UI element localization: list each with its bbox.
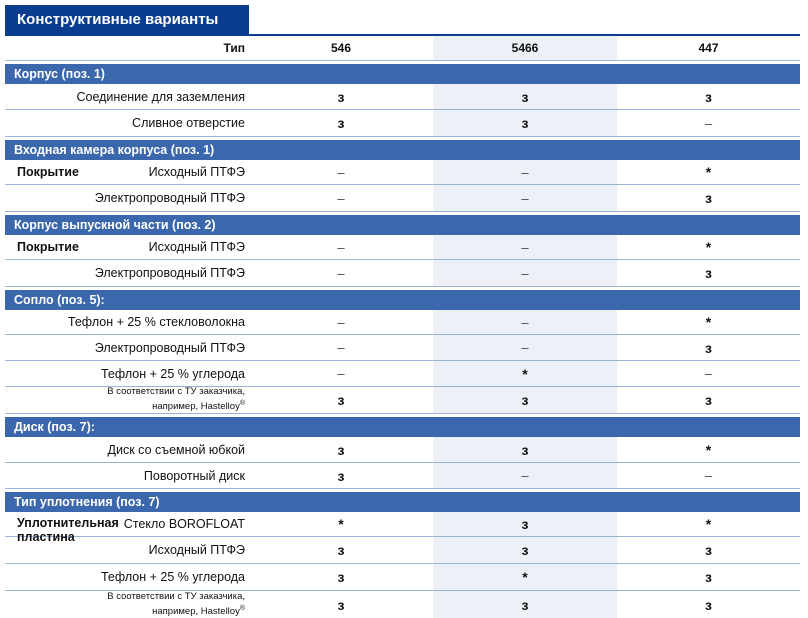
- section-header: Корпус (поз. 1): [5, 64, 800, 84]
- value-cell: –: [433, 335, 617, 360]
- group-label: Покрытие: [17, 165, 79, 179]
- table-row: [5, 235, 800, 260]
- table-row: [5, 260, 800, 287]
- note-line-2: например, Hastelloy: [152, 401, 240, 413]
- value-cell: –: [249, 235, 433, 259]
- row-label: Электропроводный ПТФЭ: [94, 340, 245, 355]
- value-cell: –: [433, 235, 617, 259]
- group-label: Покрытие: [17, 240, 79, 254]
- value-cell: *: [617, 437, 800, 462]
- header-col-5466: 5466: [433, 36, 617, 60]
- table-row: [5, 512, 800, 544]
- value-cell: з: [249, 564, 433, 590]
- value-cell: –: [433, 260, 617, 286]
- table-row: [5, 437, 800, 463]
- variants-table: [5, 36, 800, 618]
- row-label: Поворотный диск: [143, 468, 245, 483]
- value-cell: з: [433, 591, 617, 618]
- section-header: Диск (поз. 7):: [5, 417, 800, 437]
- table-row: [5, 110, 800, 137]
- value-cell: –: [433, 160, 617, 184]
- value-cell: з: [433, 512, 617, 536]
- note-line-1: В соответствии с ТУ заказчика,: [107, 386, 245, 398]
- note-line-2: например, Hastelloy: [152, 606, 240, 618]
- value-cell: *: [617, 310, 800, 334]
- value-cell: –: [249, 160, 433, 184]
- row-label: Исходный ПТФЭ: [148, 240, 245, 254]
- header-col-447: 447: [617, 36, 800, 60]
- table-row: [5, 84, 800, 110]
- row-label: Тефлон + 25 % углерода: [100, 366, 245, 381]
- table-row: [5, 591, 800, 618]
- value-cell: –: [433, 463, 617, 488]
- value-cell: *: [433, 564, 617, 590]
- row-label: Исходный ПТФЭ: [148, 165, 245, 179]
- row-label: Соединение для заземления: [76, 89, 245, 104]
- value-cell: з: [617, 84, 800, 109]
- value-cell: з: [433, 110, 617, 136]
- value-cell: з: [617, 185, 800, 211]
- value-cell: з: [249, 591, 433, 618]
- value-cell: –: [249, 335, 433, 360]
- value-cell: з: [249, 110, 433, 136]
- group-label-line-2: пластина: [17, 530, 75, 544]
- value-cell: –: [617, 110, 800, 136]
- value-cell: *: [249, 512, 433, 536]
- table-row: [5, 361, 800, 387]
- row-label: Стекло BOROFLOAT: [123, 517, 245, 531]
- table-row: [5, 387, 800, 414]
- header-type-label: Тип: [223, 41, 245, 55]
- table-row: [5, 537, 800, 564]
- group-label-line-1: Уплотнительная: [17, 516, 119, 530]
- value-cell: з: [249, 537, 433, 563]
- section-header: Входная камера корпуса (поз. 1): [5, 140, 800, 160]
- value-cell: з: [617, 387, 800, 413]
- registered-mark: ®: [239, 604, 245, 612]
- value-cell: *: [617, 512, 800, 536]
- value-cell: з: [617, 564, 800, 590]
- value-cell: з: [617, 591, 800, 618]
- value-cell: з: [249, 463, 433, 488]
- value-cell: –: [433, 185, 617, 211]
- row-label: Сливное отверстие: [132, 116, 245, 130]
- header-col-546: 546: [249, 36, 433, 60]
- row-label: Электропроводный ПТФЭ: [94, 266, 245, 280]
- table-row: [5, 335, 800, 361]
- section-header: Тип уплотнения (поз. 7): [5, 492, 800, 512]
- value-cell: з: [249, 437, 433, 462]
- value-cell: –: [249, 310, 433, 334]
- value-cell: –: [249, 260, 433, 286]
- table-title: Конструктивные варианты: [5, 5, 249, 35]
- row-note: [5, 591, 249, 618]
- section-header: Сопло (поз. 5):: [5, 290, 800, 310]
- registered-mark: ®: [239, 400, 245, 408]
- table-row: [5, 160, 800, 185]
- row-label: Исходный ПТФЭ: [148, 543, 245, 557]
- value-cell: з: [249, 84, 433, 109]
- note-line-1: В соответствии с ТУ заказчика,: [107, 590, 245, 602]
- row-label: Электропроводный ПТФЭ: [94, 191, 245, 205]
- value-cell: *: [433, 361, 617, 386]
- row-label: Тефлон + 25 % стекловолокна: [67, 315, 245, 329]
- table-row: [5, 564, 800, 591]
- value-cell: з: [617, 537, 800, 563]
- value-cell: –: [433, 310, 617, 334]
- row-note: [5, 387, 249, 413]
- value-cell: з: [433, 84, 617, 109]
- value-cell: з: [433, 537, 617, 563]
- value-cell: –: [617, 361, 800, 386]
- value-cell: *: [617, 160, 800, 184]
- table-row: [5, 310, 800, 335]
- value-cell: –: [249, 185, 433, 211]
- value-cell: –: [617, 463, 800, 488]
- table-row: [5, 463, 800, 489]
- value-cell: з: [617, 260, 800, 286]
- value-cell: з: [617, 335, 800, 360]
- value-cell: *: [617, 235, 800, 259]
- header-row: [5, 36, 800, 61]
- section-header: Корпус выпускной части (поз. 2): [5, 215, 800, 235]
- value-cell: з: [433, 437, 617, 462]
- value-cell: –: [249, 361, 433, 386]
- table-row: [5, 185, 800, 212]
- value-cell: з: [249, 387, 433, 413]
- value-cell: з: [433, 387, 617, 413]
- row-label: Диск со съемной юбкой: [107, 442, 245, 457]
- row-label: Тефлон + 25 % углерода: [100, 570, 245, 584]
